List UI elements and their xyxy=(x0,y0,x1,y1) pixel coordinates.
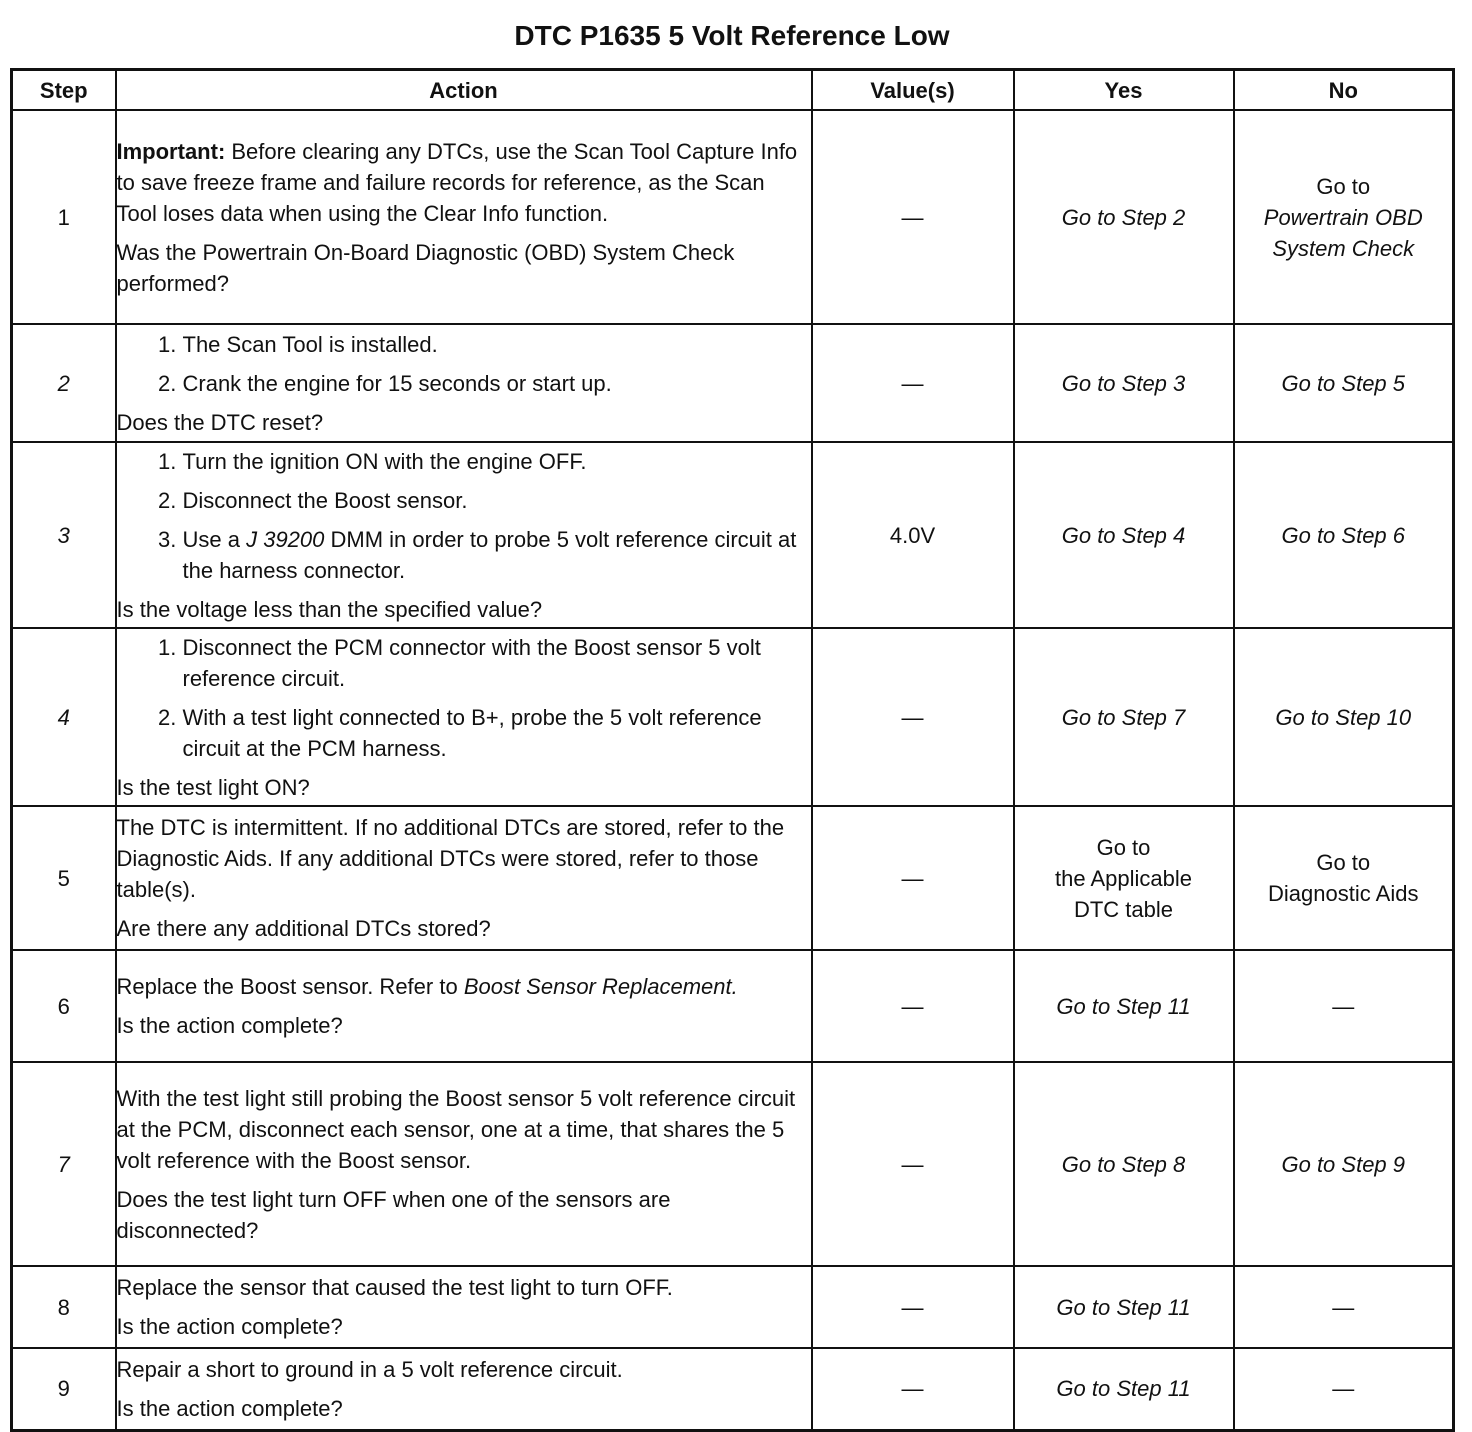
procedure-reference: Boost Sensor Replacement. xyxy=(463,974,738,999)
yes-cell: Go to Step 7 xyxy=(1014,628,1234,806)
table-row xyxy=(12,324,1454,442)
header-values: Value(s) xyxy=(812,70,1014,111)
action-text: The DTC is intermittent. If no additional DTCs are stored, refer to the Diagnostic Aids. If any additional DTCs were stored, refer to those table(s). xyxy=(116,815,785,902)
action-cell xyxy=(116,628,812,806)
yes-cell: Go to Step 4 xyxy=(1014,442,1234,628)
action-item: 2. With a test light connected to B+, probe the 5 volt reference circuit at the PCM harness. xyxy=(183,702,811,764)
no-cell: Go to Step 9 xyxy=(1234,1062,1454,1266)
tool-reference: J 39200 xyxy=(246,526,325,552)
no-line: Diagnostic Aids xyxy=(1268,881,1419,906)
header-yes: Yes xyxy=(1014,70,1234,111)
no-cell: — xyxy=(1234,1348,1454,1430)
value-cell: — xyxy=(812,1062,1014,1266)
important-text: Before clearing any DTCs, use the Scan Tool Capture Info to save freeze frame and failure records for reference, as the Scan Tool loses data when using the Clear Info function. xyxy=(116,138,798,226)
step-number: 5 xyxy=(12,806,116,950)
yes-cell: Go to Step 3 xyxy=(1014,324,1234,442)
action-cell xyxy=(116,1266,812,1348)
action-item: 1. The Scan Tool is installed. xyxy=(183,329,811,360)
table-row xyxy=(12,628,1454,806)
no-prefix: Go to xyxy=(1316,173,1371,199)
table-header-row xyxy=(12,70,1454,111)
step-number: 2 xyxy=(12,324,116,442)
step-number: 8 xyxy=(12,1266,116,1348)
yes-cell: Go to Step 11 xyxy=(1014,1348,1234,1430)
action-item: 2. Disconnect the Boost sensor. xyxy=(183,485,811,516)
action-cell xyxy=(116,806,812,950)
action-cell xyxy=(116,324,812,442)
header-no: No xyxy=(1234,70,1454,111)
action-question: Is the test light ON? xyxy=(116,774,310,800)
no-cell: — xyxy=(1234,950,1454,1062)
step-number: 1 xyxy=(12,110,116,324)
yes-cell: Go to Step 8 xyxy=(1014,1062,1234,1266)
no-line: Go to xyxy=(1316,850,1371,875)
important-label: Important: xyxy=(116,138,226,164)
diagnostic-table xyxy=(10,68,1455,1432)
no-cell: Go to Step 10 xyxy=(1234,628,1454,806)
important-note xyxy=(117,136,811,229)
header-action: Action xyxy=(116,70,812,111)
page-title: DTC P1635 5 Volt Reference Low xyxy=(514,20,950,51)
no-cell: — xyxy=(1234,1266,1454,1348)
action-text-pre: Replace the Boost sensor. Refer to xyxy=(116,974,464,999)
action-text: With the test light still probing the Boost sensor 5 volt reference circuit at the PCM, disconnect each sensor, one at a time, that shares the 5 volt reference with the Boost sensor. xyxy=(116,1085,796,1173)
action-question: Does the test light turn OFF when one of the sensors are disconnected? xyxy=(116,1186,671,1243)
yes-line: Go to xyxy=(1096,834,1151,860)
action-item xyxy=(183,524,811,586)
header-step: Step xyxy=(12,70,116,111)
yes-line: DTC table xyxy=(1073,896,1174,922)
value-cell: 4.0V xyxy=(812,442,1014,628)
yes-cell: Go to Step 11 xyxy=(1014,1266,1234,1348)
action-question: Is the action complete? xyxy=(116,1314,343,1339)
table-row xyxy=(12,110,1454,324)
table-row xyxy=(12,806,1454,950)
action-cell xyxy=(116,110,812,324)
table-row xyxy=(12,1266,1454,1348)
no-cell: Go to Step 5 xyxy=(1234,324,1454,442)
action-item-text: Use a xyxy=(182,526,247,552)
yes-line: the Applicable xyxy=(1055,865,1192,891)
table-row xyxy=(12,950,1454,1062)
action-text: Replace the sensor that caused the test light to turn OFF. xyxy=(116,1275,673,1300)
action-item-text: DMM in order to probe 5 volt reference circuit at the harness connector. xyxy=(182,526,797,583)
table-row xyxy=(12,442,1454,628)
yes-cell: Go to Step 2 xyxy=(1014,110,1234,324)
value-cell: — xyxy=(812,324,1014,442)
value-cell: — xyxy=(812,1266,1014,1348)
yes-cell: Go to Step 11 xyxy=(1014,950,1234,1062)
action-item: 2. Crank the engine for 15 seconds or start up. xyxy=(183,368,811,399)
action-cell xyxy=(116,1348,812,1430)
value-cell: — xyxy=(812,950,1014,1062)
yes-cell xyxy=(1014,806,1234,950)
step-number: 3 xyxy=(12,442,116,628)
action-question: Was the Powertrain On-Board Diagnostic (OBD) System Check performed? xyxy=(116,239,735,296)
step-number: 9 xyxy=(12,1348,116,1430)
no-cell: Go to Step 6 xyxy=(1234,442,1454,628)
step-number: 6 xyxy=(12,950,116,1062)
action-item: 1. Turn the ignition ON with the engine OFF. xyxy=(183,446,811,477)
table-row xyxy=(12,1348,1454,1430)
action-cell xyxy=(116,950,812,1062)
table-row xyxy=(12,1062,1454,1266)
value-cell: — xyxy=(812,1348,1014,1430)
no-cell xyxy=(1234,110,1454,324)
action-cell xyxy=(116,442,812,628)
value-cell: — xyxy=(812,806,1014,950)
value-cell: — xyxy=(812,110,1014,324)
no-cell xyxy=(1234,806,1454,950)
action-item: 1. Disconnect the PCM connector with the Boost sensor 5 volt reference circuit. xyxy=(183,632,811,694)
no-link: Powertrain OBD System Check xyxy=(1263,204,1423,261)
action-text xyxy=(117,971,811,1002)
action-question: Does the DTC reset? xyxy=(116,409,324,435)
action-question: Is the action complete? xyxy=(116,1013,343,1038)
step-number: 7 xyxy=(12,1062,116,1266)
value-cell: — xyxy=(812,628,1014,806)
action-question: Is the voltage less than the specified value? xyxy=(116,596,543,622)
action-text: Repair a short to ground in a 5 volt reference circuit. xyxy=(116,1356,623,1382)
action-cell xyxy=(116,1062,812,1266)
action-question: Are there any additional DTCs stored? xyxy=(116,916,491,941)
step-number: 4 xyxy=(12,628,116,806)
action-question: Is the action complete? xyxy=(116,1395,343,1421)
